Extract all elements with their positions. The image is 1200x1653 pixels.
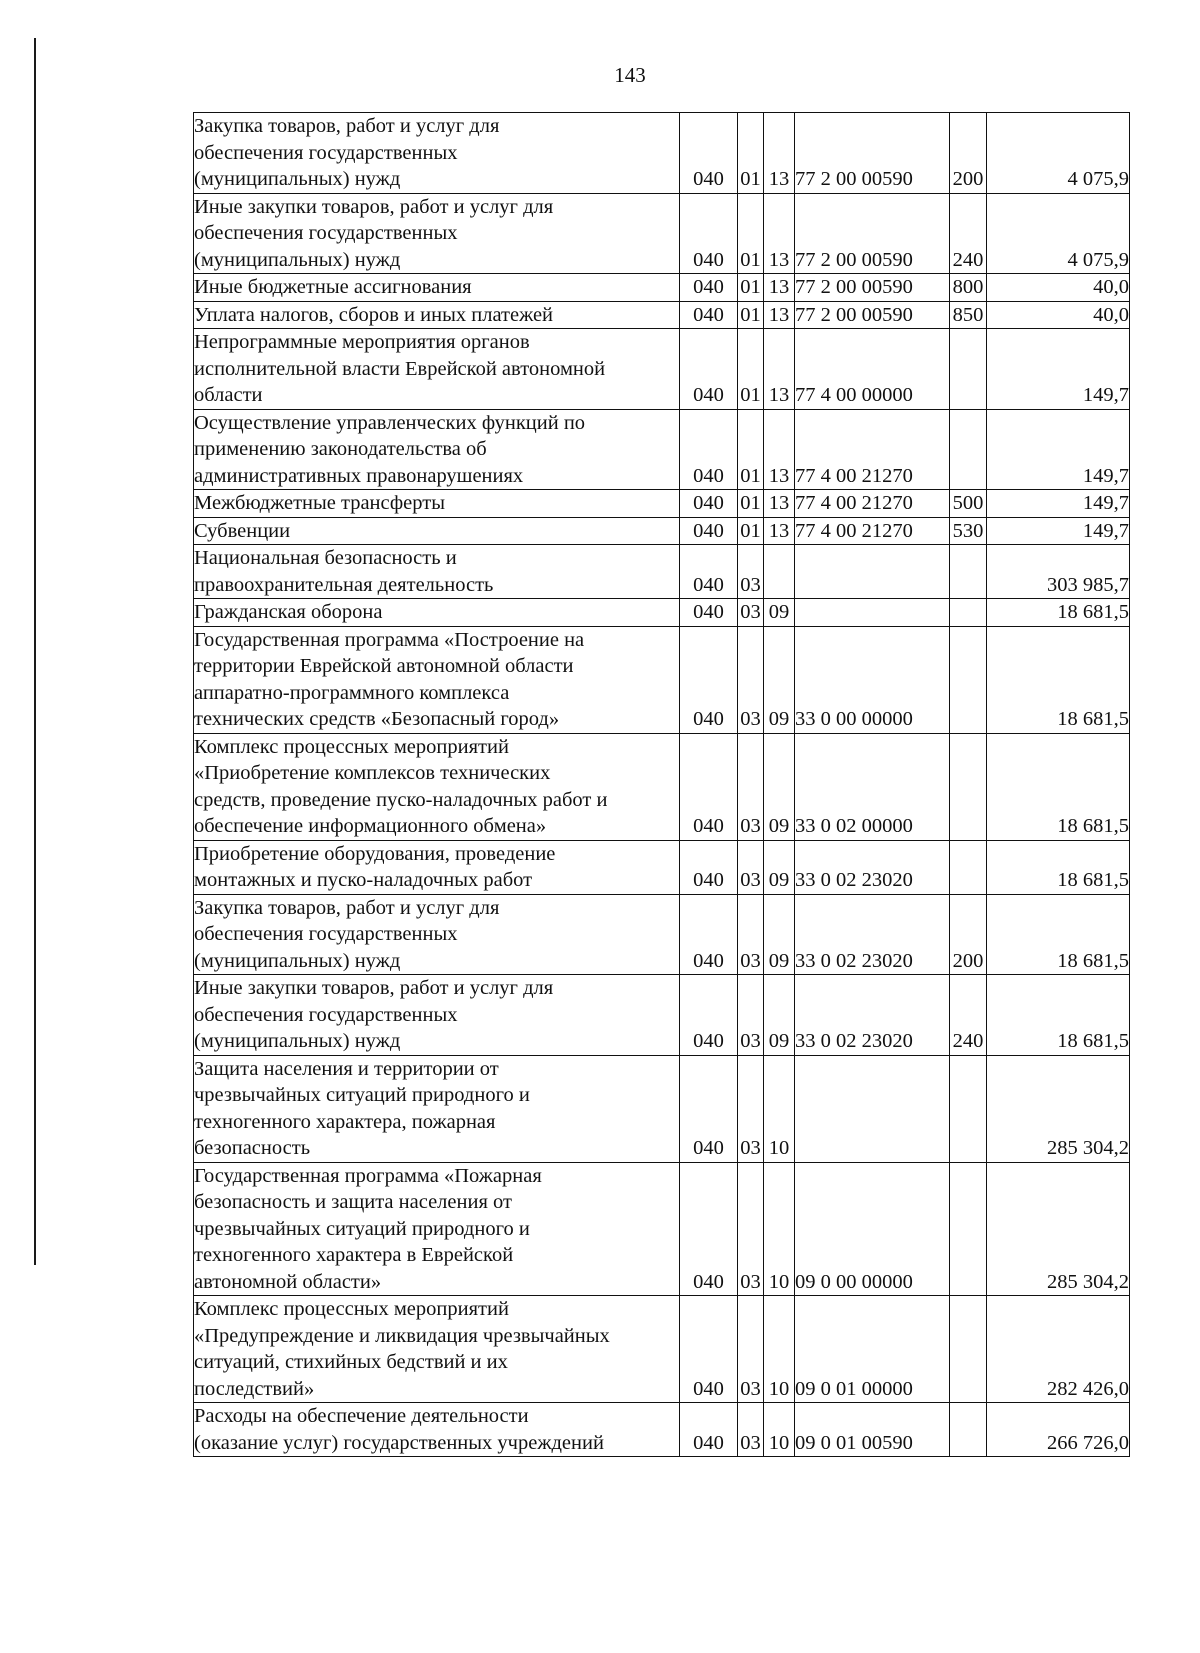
expense-type-code-cell (950, 599, 987, 627)
expense-name-cell (194, 599, 680, 627)
amount-cell: 4 075,9 (987, 193, 1130, 274)
department-code-cell: 040 (680, 733, 738, 840)
section-code-cell: 03 (738, 626, 764, 733)
amount-cell: 18 681,5 (987, 894, 1130, 975)
expense-type-code-cell: 200 (950, 113, 987, 194)
amount-cell: 285 304,2 (987, 1055, 1130, 1162)
expense-type-code-cell (950, 626, 987, 733)
expense-name-text: Иные закупки товаров, работ и услуг для обеспечения государственных (муниципальных) нужд (194, 195, 554, 271)
expense-name-text: Осуществление управленческих функций по применению законодательства об административных правонарушениях (194, 411, 586, 487)
expense-type-code-cell: 500 (950, 490, 987, 518)
subsection-code-cell: 09 (764, 733, 795, 840)
expense-type-code-cell: 850 (950, 301, 987, 329)
section-code-cell: 03 (738, 840, 764, 894)
target-item-code-cell: 77 4 00 21270 (795, 490, 950, 518)
amount-cell: 149,7 (987, 329, 1130, 410)
section-code-cell: 03 (738, 1055, 764, 1162)
table-row (194, 1162, 1130, 1296)
table-row (194, 517, 1130, 545)
target-item-code-cell: 77 4 00 00000 (795, 329, 950, 410)
department-code-cell: 040 (680, 1055, 738, 1162)
expense-type-code-cell (950, 1403, 987, 1457)
section-code-cell: 03 (738, 599, 764, 627)
subsection-code-cell: 13 (764, 490, 795, 518)
expense-name-text: Гражданская оборона (194, 601, 383, 623)
section-code-cell: 01 (738, 517, 764, 545)
budget-table-body (194, 113, 1130, 1457)
table-row (194, 1403, 1130, 1457)
department-code-cell: 040 (680, 545, 738, 599)
section-code-cell: 01 (738, 301, 764, 329)
expense-name-cell (194, 490, 680, 518)
table-row (194, 894, 1130, 975)
expense-name-cell (194, 517, 680, 545)
subsection-code-cell: 13 (764, 301, 795, 329)
section-code-cell: 01 (738, 329, 764, 410)
amount-cell: 18 681,5 (987, 733, 1130, 840)
table-row (194, 545, 1130, 599)
expense-name-cell (194, 975, 680, 1056)
subsection-code-cell: 13 (764, 409, 795, 490)
expense-type-code-cell: 240 (950, 193, 987, 274)
expense-name-cell (194, 274, 680, 302)
expense-type-code-cell (950, 733, 987, 840)
expense-name-text: Иные бюджетные ассигнования (194, 276, 472, 298)
expense-name-text: Непрограммные мероприятия органов исполнительной власти Еврейской автономной области (194, 331, 606, 406)
department-code-cell: 040 (680, 517, 738, 545)
target-item-code-cell: 09 0 00 00000 (795, 1162, 950, 1296)
budget-table (193, 112, 1130, 1457)
target-item-code-cell: 33 0 02 23020 (795, 840, 950, 894)
expense-name-text: Закупка товаров, работ и услуг для обеспечения государственных (муниципальных) нужд (194, 896, 500, 972)
expense-name-text: Национальная безопасность и правоохранительная деятельность (194, 547, 494, 596)
amount-cell: 18 681,5 (987, 599, 1130, 627)
expense-name-text: Закупка товаров, работ и услуг для обеспечения государственных (муниципальных) нужд (194, 115, 500, 190)
expense-type-code-cell (950, 1055, 987, 1162)
section-code-cell: 01 (738, 490, 764, 518)
section-code-cell: 01 (738, 113, 764, 194)
subsection-code-cell: 09 (764, 599, 795, 627)
department-code-cell: 040 (680, 626, 738, 733)
expense-type-code-cell (950, 329, 987, 410)
subsection-code-cell: 13 (764, 517, 795, 545)
subsection-code-cell: 09 (764, 840, 795, 894)
table-row (194, 329, 1130, 410)
table-row (194, 733, 1130, 840)
expense-type-code-cell: 200 (950, 894, 987, 975)
binding-margin-line (34, 38, 36, 1265)
table-row (194, 840, 1130, 894)
target-item-code-cell: 33 0 02 23020 (795, 975, 950, 1056)
department-code-cell: 040 (680, 274, 738, 302)
expense-name-cell (194, 1055, 680, 1162)
department-code-cell: 040 (680, 193, 738, 274)
target-item-code-cell: 33 0 00 00000 (795, 626, 950, 733)
target-item-code-cell: 77 2 00 00590 (795, 301, 950, 329)
section-code-cell: 03 (738, 1296, 764, 1403)
section-code-cell: 01 (738, 274, 764, 302)
target-item-code-cell (795, 599, 950, 627)
department-code-cell: 040 (680, 301, 738, 329)
table-row (194, 626, 1130, 733)
amount-cell: 285 304,2 (987, 1162, 1130, 1296)
amount-cell: 266 726,0 (987, 1403, 1130, 1457)
expense-name-cell (194, 626, 680, 733)
amount-cell: 18 681,5 (987, 975, 1130, 1056)
amount-cell: 40,0 (987, 301, 1130, 329)
target-item-code-cell: 33 0 02 23020 (795, 894, 950, 975)
target-item-code-cell (795, 545, 950, 599)
subsection-code-cell (764, 545, 795, 599)
table-row (194, 1296, 1130, 1403)
table-row (194, 975, 1130, 1056)
section-code-cell: 03 (738, 1162, 764, 1296)
amount-cell: 303 985,7 (987, 545, 1130, 599)
expense-name-cell (194, 301, 680, 329)
expense-name-text: Государственная программа «Пожарная безопасность и защита населения от чрезвычайных ситуаций природного и техногенного характера в Еврейской автономной области» (194, 1164, 542, 1293)
subsection-code-cell: 13 (764, 193, 795, 274)
target-item-code-cell (795, 1055, 950, 1162)
table-row (194, 490, 1130, 518)
section-code-cell: 01 (738, 409, 764, 490)
target-item-code-cell: 33 0 02 00000 (795, 733, 950, 840)
expense-name-text: Государственная программа «Построение на территории Еврейской автономной области аппаратно-программного комплекса технических средств «Безопасный город» (194, 628, 585, 730)
expense-type-code-cell (950, 545, 987, 599)
subsection-code-cell: 09 (764, 975, 795, 1056)
section-code-cell: 03 (738, 545, 764, 599)
expense-name-text: Межбюджетные трансферты (194, 492, 445, 514)
department-code-cell: 040 (680, 1403, 738, 1457)
amount-cell: 149,7 (987, 517, 1130, 545)
amount-cell: 18 681,5 (987, 626, 1130, 733)
expense-name-cell (194, 733, 680, 840)
expense-name-text: Комплекс процессных мероприятий «Приобретение комплексов технических средств, проведение пуско-наладочных работ и обеспечение информационного обмена» (194, 735, 608, 837)
expense-name-text: Иные закупки товаров, работ и услуг для обеспечения государственных (муниципальных) нужд (194, 977, 554, 1052)
expense-name-cell (194, 894, 680, 975)
department-code-cell: 040 (680, 975, 738, 1056)
expense-name-text: Комплекс процессных мероприятий «Предупреждение и ликвидация чрезвычайных ситуаций, стихийных бедствий и их последствий» (194, 1298, 610, 1400)
table-row (194, 1055, 1130, 1162)
department-code-cell: 040 (680, 840, 738, 894)
subsection-code-cell: 10 (764, 1055, 795, 1162)
amount-cell: 40,0 (987, 274, 1130, 302)
expense-name-text: Уплата налогов, сборов и иных платежей (194, 303, 554, 326)
section-code-cell: 03 (738, 975, 764, 1056)
subsection-code-cell: 09 (764, 894, 795, 975)
subsection-code-cell: 09 (764, 626, 795, 733)
department-code-cell: 040 (680, 329, 738, 410)
target-item-code-cell: 09 0 01 00000 (795, 1296, 950, 1403)
expense-type-code-cell (950, 1296, 987, 1403)
department-code-cell: 040 (680, 490, 738, 518)
subsection-code-cell: 10 (764, 1162, 795, 1296)
amount-cell: 18 681,5 (987, 840, 1130, 894)
department-code-cell: 040 (680, 894, 738, 975)
section-code-cell: 03 (738, 894, 764, 975)
expense-name-cell (194, 329, 680, 410)
expense-name-cell (194, 193, 680, 274)
expense-name-text: Субвенции (194, 519, 291, 542)
table-row (194, 301, 1130, 329)
expense-type-code-cell: 240 (950, 975, 987, 1056)
expense-name-cell (194, 840, 680, 894)
table-row (194, 409, 1130, 490)
target-item-code-cell: 77 4 00 21270 (795, 409, 950, 490)
department-code-cell: 040 (680, 113, 738, 194)
expense-name-cell (194, 1403, 680, 1457)
subsection-code-cell: 10 (764, 1403, 795, 1457)
subsection-code-cell: 13 (764, 274, 795, 302)
department-code-cell: 040 (680, 409, 738, 490)
table-row (194, 599, 1130, 627)
expense-type-code-cell: 800 (950, 274, 987, 302)
expense-name-text: Защита населения и территории от чрезвычайных ситуаций природного и техногенного характера, пожарная безопасность (194, 1057, 530, 1159)
department-code-cell: 040 (680, 1296, 738, 1403)
expense-type-code-cell (950, 1162, 987, 1296)
amount-cell: 4 075,9 (987, 113, 1130, 194)
expense-type-code-cell: 530 (950, 517, 987, 545)
target-item-code-cell: 77 2 00 00590 (795, 113, 950, 194)
department-code-cell: 040 (680, 599, 738, 627)
target-item-code-cell: 77 2 00 00590 (795, 274, 950, 302)
target-item-code-cell: 77 2 00 00590 (795, 193, 950, 274)
section-code-cell: 03 (738, 733, 764, 840)
expense-type-code-cell (950, 409, 987, 490)
expense-type-code-cell (950, 840, 987, 894)
department-code-cell: 040 (680, 1162, 738, 1296)
expense-name-cell (194, 409, 680, 490)
amount-cell: 282 426,0 (987, 1296, 1130, 1403)
subsection-code-cell: 10 (764, 1296, 795, 1403)
expense-name-cell (194, 113, 680, 194)
expense-name-text: Приобретение оборудования, проведение монтажных и пуско-наладочных работ (194, 842, 556, 891)
table-row (194, 274, 1130, 302)
expense-name-cell (194, 1296, 680, 1403)
subsection-code-cell: 13 (764, 329, 795, 410)
subsection-code-cell: 13 (764, 113, 795, 194)
table-row (194, 193, 1130, 274)
section-code-cell: 01 (738, 193, 764, 274)
page-number: 143 (614, 63, 646, 87)
amount-cell: 149,7 (987, 490, 1130, 518)
expense-name-cell (194, 545, 680, 599)
table-row (194, 113, 1130, 194)
target-item-code-cell: 09 0 01 00590 (795, 1403, 950, 1457)
section-code-cell: 03 (738, 1403, 764, 1457)
amount-cell: 149,7 (987, 409, 1130, 490)
expense-name-text: Расходы на обеспечение деятельности (оказание услуг) государственных учреждений (194, 1405, 604, 1454)
target-item-code-cell: 77 4 00 21270 (795, 517, 950, 545)
expense-name-cell (194, 1162, 680, 1296)
